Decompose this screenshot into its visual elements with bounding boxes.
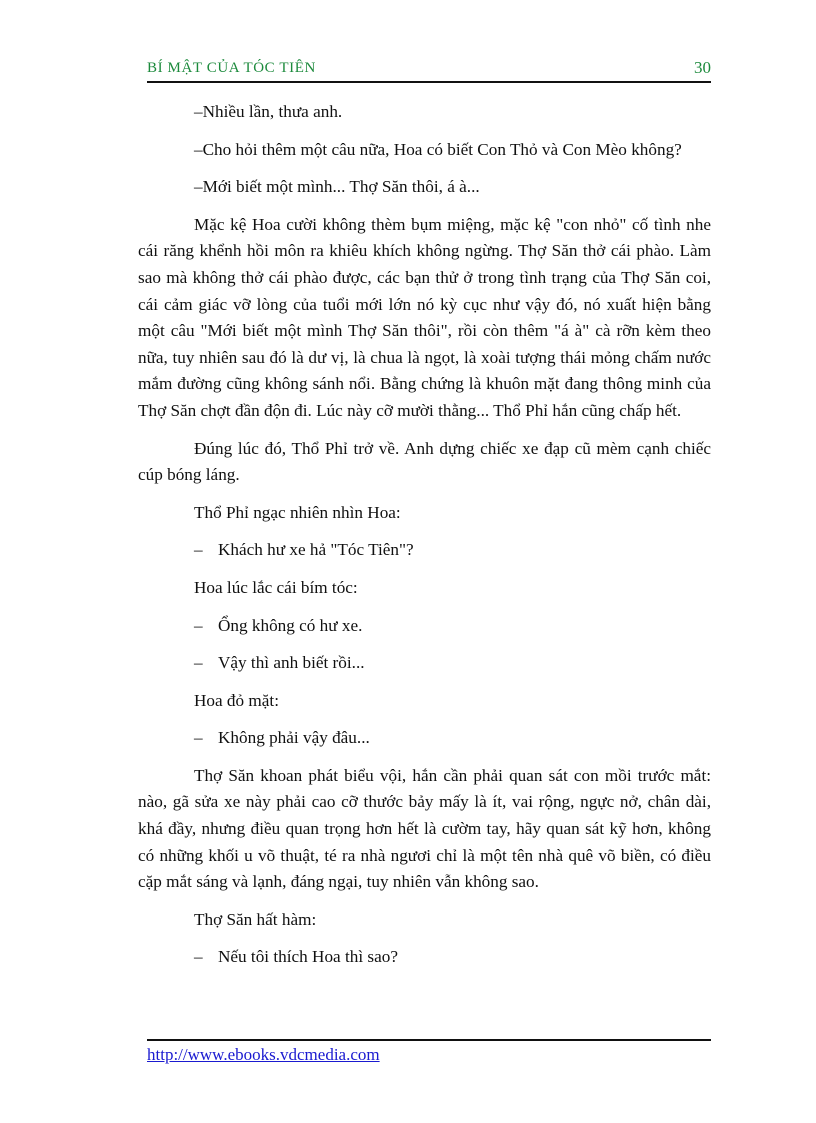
page-body bbox=[138, 99, 711, 982]
header-divider bbox=[147, 81, 711, 83]
dialogue-text: Không phải vậy đâu... bbox=[218, 728, 370, 748]
narrative-paragraph: Mặc kệ Hoa cười không thèm bụm miệng, mặc kệ "con nhỏ" cố tình nhe cái răng khểnh hồi môn ra khiêu khích không ngừng. Thợ Săn thở cái phào. Làm sao mà không thở cái phào được, các bạn thử ở trong tình trạng của Thợ Săn coi, cái cảm giác vỡ lòng của tuổi mới lớn nó kỳ cục như vậy đó, nó xuất hiện bằng một câu "Mới biết một mình Thợ Săn thôi", rồi còn thêm "á à" cà rỡn kèm theo nữa, tuy nhiên sau đó là dư vị, là chua là ngọt, là xoài tượng thái mỏng chấm nước mắm đường cũng không sánh nổi. Bằng chứng là khuôn mặt đang thông minh của Thợ Săn chợt đần độn đi. Lúc này cỡ mười thằng... Thổ Phỉ hắn cũng chấp hết. bbox=[138, 214, 711, 420]
dialogue-line: –Mới biết một mình... Thợ Săn thôi, á à... bbox=[194, 177, 480, 197]
page-number: 30 bbox=[694, 58, 711, 77]
narrative-line: Thổ Phỉ ngạc nhiên nhìn Hoa: bbox=[194, 502, 401, 522]
narrative-paragraph: Đúng lúc đó, Thổ Phỉ trở về. Anh dựng chiếc xe đạp cũ mèm cạnh chiếc cúp bóng láng. bbox=[138, 438, 711, 485]
narrative-line: Hoa lúc lắc cái bím tóc: bbox=[194, 577, 358, 597]
dialogue-line bbox=[138, 650, 711, 677]
dialogue-line: –Nhiều lần, thưa anh. bbox=[194, 102, 343, 121]
dialogue-text: Vậy thì anh biết rồi... bbox=[218, 653, 365, 673]
dialogue-line bbox=[138, 725, 711, 752]
dialogue-text: Khách hư xe hả "Tóc Tiên"? bbox=[218, 540, 414, 560]
dialogue-text: Ổng không có hư xe. bbox=[218, 615, 363, 635]
dialogue-dash: – bbox=[194, 615, 203, 635]
dialogue-line bbox=[138, 537, 711, 564]
footer-url-link[interactable]: http://www.ebooks.vdcmedia.com bbox=[147, 1045, 380, 1064]
dialogue-dash: – bbox=[194, 728, 203, 748]
narrative-paragraph: Thợ Săn khoan phát biểu vội, hắn cần phải quan sát con mồi trước mắt: nào, gã sửa xe này phải cao cỡ thước bảy mấy là ít, vai rộng, ngực nở, chân dài, khá đầy, nhưng điều quan trọng hơn hết là cườm tay, hãy quan sát kỹ hơn, không có những khối u võ thuật, té ra nhà ngươi chỉ là một tên nhà quê võ biền, có điều cặp mắt sáng và lạnh, đáng ngại, tuy nhiên vẫn không sao. bbox=[138, 765, 711, 892]
narrative-line: Thợ Săn hất hàm: bbox=[194, 909, 317, 929]
dialogue-dash: – bbox=[194, 653, 203, 673]
page-header bbox=[147, 58, 711, 82]
dialogue-dash: – bbox=[194, 947, 203, 967]
dialogue-line: –Cho hỏi thêm một câu nữa, Hoa có biết Con Thỏ và Con Mèo không? bbox=[194, 139, 682, 159]
dialogue-text: Nếu tôi thích Hoa thì sao? bbox=[218, 947, 398, 967]
book-title: BÍ MẬT CỦA TÓC TIÊN bbox=[147, 60, 316, 76]
dialogue-line bbox=[138, 613, 711, 640]
narrative-line: Hoa đỏ mặt: bbox=[194, 690, 279, 710]
dialogue-line bbox=[138, 944, 711, 971]
footer-divider bbox=[147, 1039, 711, 1041]
dialogue-dash: – bbox=[194, 540, 203, 560]
